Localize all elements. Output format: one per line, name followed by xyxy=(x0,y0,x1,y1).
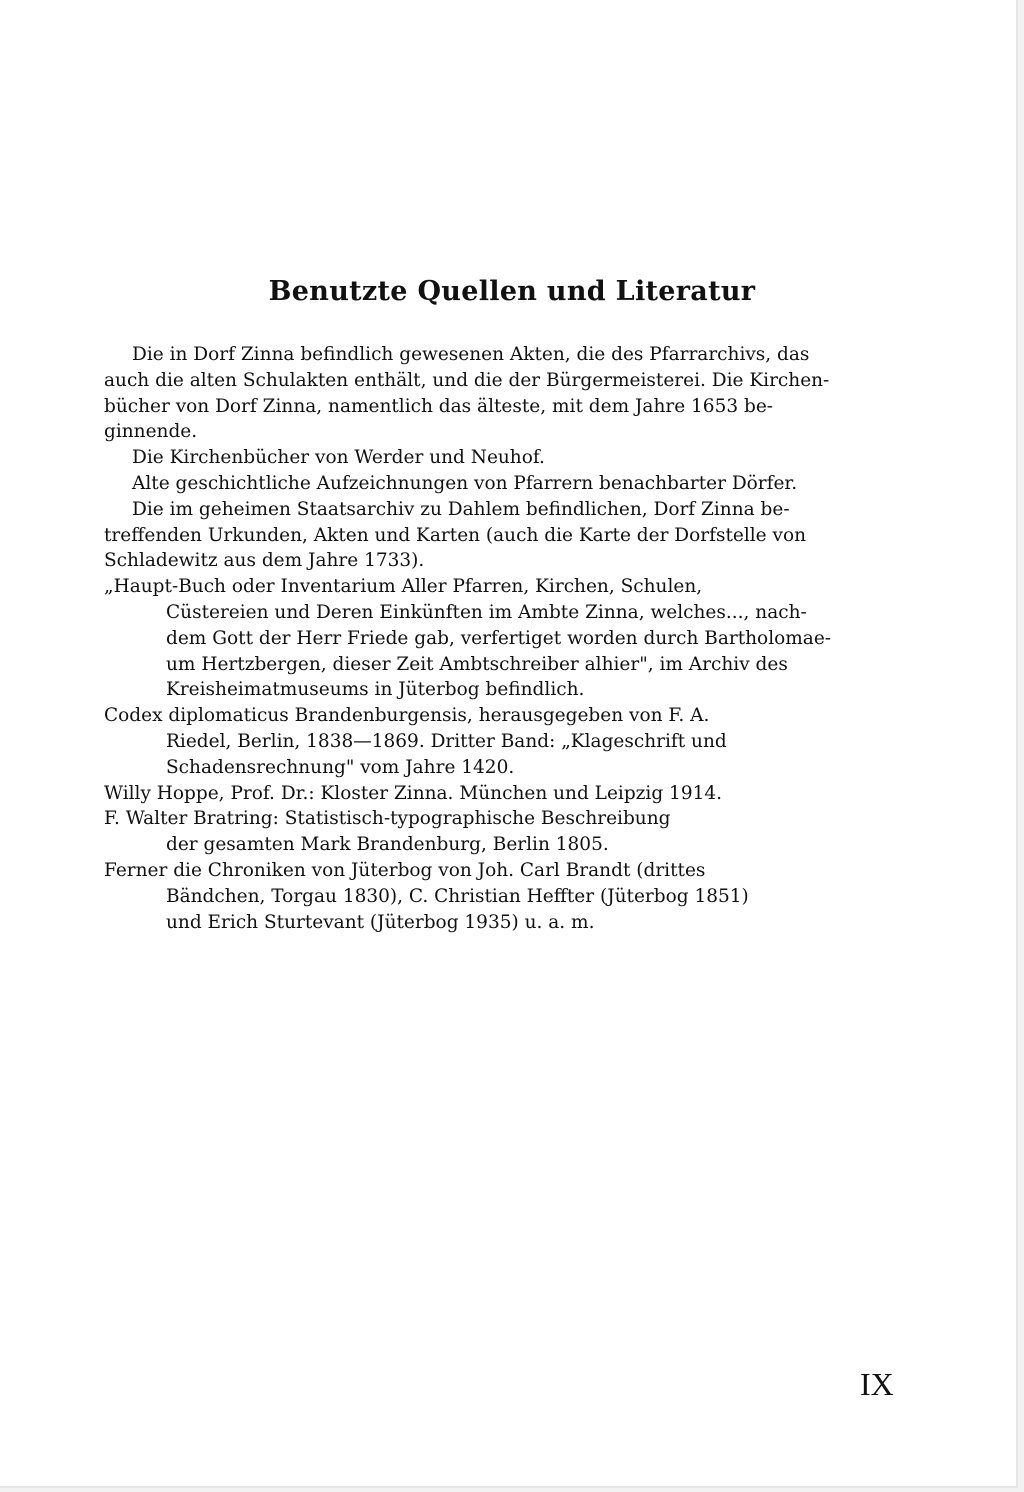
text-line: Schadensrechnung" vom Jahre 1420. xyxy=(166,756,515,778)
text-line: Riedel, Berlin, 1838—1869. Dritter Band: „Klageschrift und xyxy=(166,730,727,752)
text-line: Die im geheimen Staatsarchiv zu Dahlem befindlichen, Dorf Zinna be- xyxy=(132,498,790,520)
text-line: dem Gott der Herr Friede gab, verfertiget worden durch Bartholomae- xyxy=(166,627,832,649)
text-line: Cüstereien und Deren Einkünften im Ambte Zinna, welches..., nach- xyxy=(166,601,807,623)
text-line: der gesamten Mark Brandenburg, Berlin 1805. xyxy=(166,834,609,856)
bibliography-entry xyxy=(104,806,916,858)
text-line: Willy Hoppe, Prof. Dr.: Kloster Zinna. München und Leipzig 1914. xyxy=(104,782,723,804)
text-line: Die in Dorf Zinna befindlich gewesenen Akten, die des Pfarrarchivs, das xyxy=(132,344,810,365)
text-line: um Hertzbergen, dieser Zeit Ambtschreiber alhier", im Archiv des xyxy=(166,653,788,675)
text-line: Ferner die Chroniken von Jüterbog von Joh. Carl Brandt (drittes xyxy=(104,859,706,881)
bibliography-entry xyxy=(104,497,916,574)
text-line: Alte geschichtliche Aufzeichnungen von Pfarrern benachbarter Dörfer. xyxy=(132,472,798,494)
bibliography-entry xyxy=(104,574,916,703)
text-line: und Erich Sturtevant (Jüterbog 1935) u. a. m. xyxy=(166,911,595,933)
bibliography-entry xyxy=(104,858,916,935)
bibliography xyxy=(104,342,916,935)
text-line: ginnende. xyxy=(104,421,198,443)
text-line: „Haupt-Buch oder Inventarium Aller Pfarren, Kirchen, Schulen, xyxy=(104,576,703,598)
text-line: Die Kirchenbücher von Werder und Neuhof. xyxy=(132,447,545,469)
text-line: Codex diplomaticus Brandenburgensis, herausgegeben von F. A. xyxy=(104,705,710,727)
bibliography-entry xyxy=(104,781,916,807)
text-line: Kreisheimatmuseums in Jüterbog befindlich. xyxy=(166,679,585,701)
text-line: auch die alten Schulakten enthält, und die der Bürgermeisterei. Die Kirchen- xyxy=(104,369,830,391)
text-line: bücher von Dorf Zinna, namentlich das älteste, mit dem Jahre 1653 be- xyxy=(104,395,774,417)
bibliography-entry xyxy=(104,471,916,497)
text-line: F. Walter Bratring: Statistisch-typographische Beschreibung xyxy=(104,808,671,830)
bibliography-entry xyxy=(104,445,916,471)
page-title: Benutzte Quellen und Literatur xyxy=(268,276,756,307)
bibliography-entry xyxy=(104,703,916,780)
text-line: Schladewitz aus dem Jahre 1733). xyxy=(104,550,425,572)
text-line: Bändchen, Torgau 1830), C. Christian Heffter (Jüterbog 1851) xyxy=(166,885,749,907)
bibliography-entry xyxy=(104,342,916,445)
page-number: IX xyxy=(860,1366,894,1402)
text-line: treffenden Urkunden, Akten und Karten (auch die Karte der Dorfstelle von xyxy=(104,524,807,546)
